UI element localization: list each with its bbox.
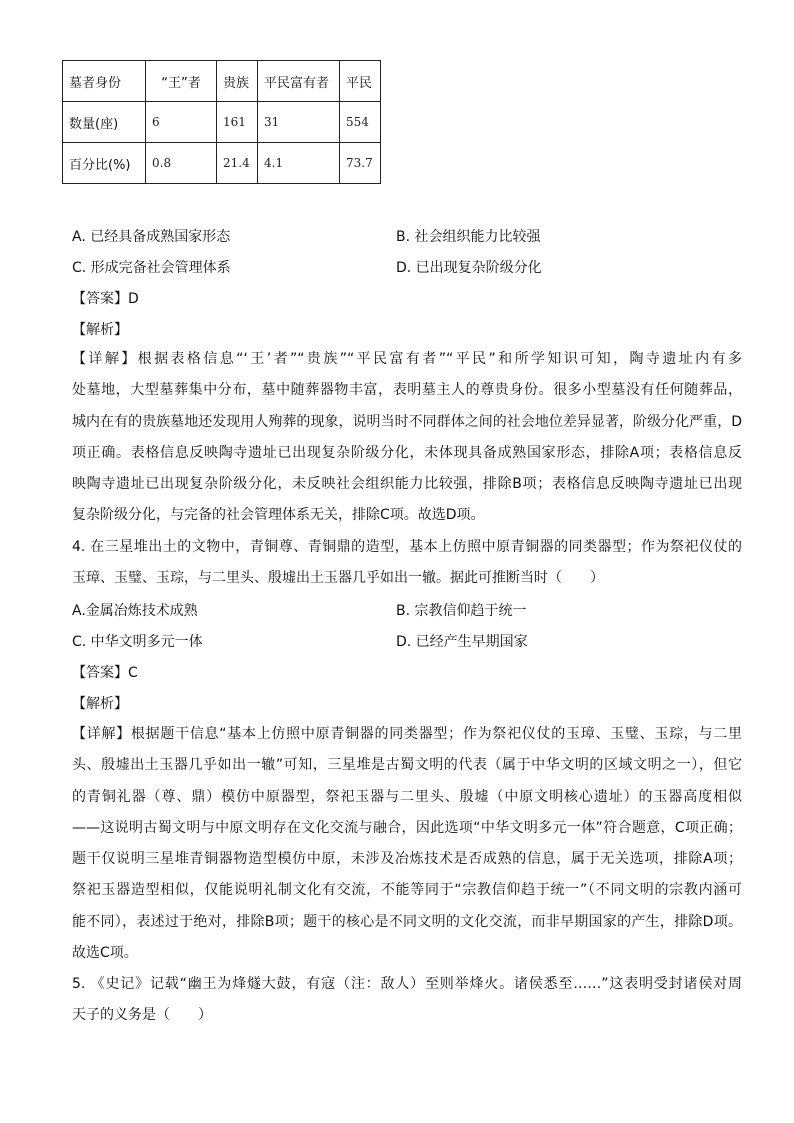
option-a: A.金属冶炼技术成熟 <box>72 603 198 619</box>
table-cell: “王”者 <box>146 61 217 102</box>
detail-line: 题干仅说明三星堆青铜器物造型模仿中原，未涉及冶炼技术是否成熟的信息，属于无关选项，排除A项； <box>72 851 742 868</box>
detail-line: 头、殷墟出土玉器几乎如出一辙”可知，三星堆是古蜀文明的代表（属于中华文明的区域文明之一），但它 <box>72 757 742 774</box>
table-cell: 21.4 <box>217 143 258 184</box>
q4-detail-paragraph <box>72 719 742 969</box>
detail-line: 处墓地，大型墓葬集中分布，墓中随葬器物丰富，表明墓主人的尊贵身份。很多小型墓没有任何随葬品， <box>72 382 742 399</box>
detail-line: 的青铜礼器（尊、鼎）模仿中原器型，祭祀玉器与二里头、殷墟（中原文明核心遗址）的玉器高度相似 <box>72 788 742 805</box>
table-cell: 161 <box>217 102 258 143</box>
table-row <box>63 143 381 184</box>
q3-detail-paragraph <box>72 344 742 532</box>
option-d: D. 已经产生早期国家 <box>396 634 528 650</box>
option-b: B. 宗教信仰趋于统一 <box>396 603 527 619</box>
detail-line: 祭祀玉器造型相似，仅能说明礼制文化有交流，不能等同于“宗教信仰趋于统一”（不同文明的宗教内涵可 <box>72 882 742 899</box>
table-cell: 73.7 <box>340 143 381 184</box>
table-header-row <box>63 61 381 102</box>
table-cell: 贵族 <box>217 61 258 102</box>
option-c: C. 形成完备社会管理体系 <box>72 260 231 276</box>
table-cell: 0.8 <box>146 143 217 184</box>
stem-line: 天子的义务是（ ） <box>72 1007 212 1024</box>
detail-line: 能不同），表述过于绝对，排除B项；题干的核心是不同文明的文化交流，而非早期国家的产生，排除D项。 <box>72 913 742 930</box>
table-cell: 百分比(%) <box>63 143 146 184</box>
analysis-label: 【解析】 <box>72 696 128 712</box>
q5-stem <box>72 969 742 1032</box>
detail-line: 复杂阶级分化，与完备的社会管理体系无关，排除C项。故选D项。 <box>72 507 485 524</box>
detail-line: ——这说明古蜀文明与中原文明存在文化交流与融合，因此选项“中华文明多元一体”符合题意，C项正确； <box>72 819 742 836</box>
table-cell: 31 <box>258 102 340 143</box>
table-cell: 4.1 <box>258 143 340 184</box>
table-cell: 平民 <box>340 61 381 102</box>
option-d: D. 已出现复杂阶级分化 <box>396 260 542 276</box>
option-b: B. 社会组织能力比较强 <box>396 229 541 245</box>
table-cell: 数量(座) <box>63 102 146 143</box>
stem-line: 5. 《史记》记载“幽王为烽燧大鼓，有寇（注：敌人）至则举烽火。诸侯悉至……”这表明受封诸侯对周 <box>72 976 742 992</box>
detail-line: 项正确。表格信息反映陶寺遗址已出现复杂阶级分化，未体现具备成熟国家形态，排除A项；表格信息反 <box>72 444 742 461</box>
table-cell: 554 <box>340 102 381 143</box>
detail-line: 城内在有的贵族墓地还发现用人殉葬的现象，说明当时不同群体之间的社会地位差异显著，阶级分化严重，D <box>72 413 742 430</box>
stem-line: 4. 在三星堆出土的文物中，青铜尊、青铜鼎的造型，基本上仿照中原青铜器的同类器型；作为祭祀仪仗的 <box>72 539 742 555</box>
table-cell: 6 <box>146 102 217 143</box>
stem-line: 玉璋、玉璧、玉琮，与二里头、殷墟出土玉器几乎如出一辙。据此可推断当时（ ） <box>72 570 604 587</box>
table-cell: 墓者身份 <box>63 61 146 102</box>
tomb-statistics-table <box>62 60 381 184</box>
detail-line: 故选C项。 <box>72 945 138 962</box>
detail-line: 【详解】根据题干信息“基本上仿照中原青铜器的同类器型；作为祭祀仪仗的玉璋、玉璧、玉琮，与二里 <box>72 726 742 742</box>
table-cell: 平民富有者 <box>258 61 340 102</box>
answer-label: 【答案】C <box>72 665 138 681</box>
option-c: C. 中华文明多元一体 <box>72 634 203 650</box>
option-a: A. 已经具备成熟国家形态 <box>72 229 231 245</box>
detail-line: 【详解】根据表格信息“‘王’者”“贵族”“平民富有者”“平民”和所学知识可知，陶寺遗址内有多 <box>72 351 742 367</box>
analysis-label: 【解析】 <box>72 322 128 338</box>
detail-line: 映陶寺遗址已出现复杂阶级分化，未反映社会组织能力比较强，排除B项；表格信息反映陶寺遗址已出现 <box>72 476 742 493</box>
answer-label: 【答案】D <box>72 291 139 307</box>
table-row <box>63 102 381 143</box>
q4-stem <box>72 532 742 595</box>
